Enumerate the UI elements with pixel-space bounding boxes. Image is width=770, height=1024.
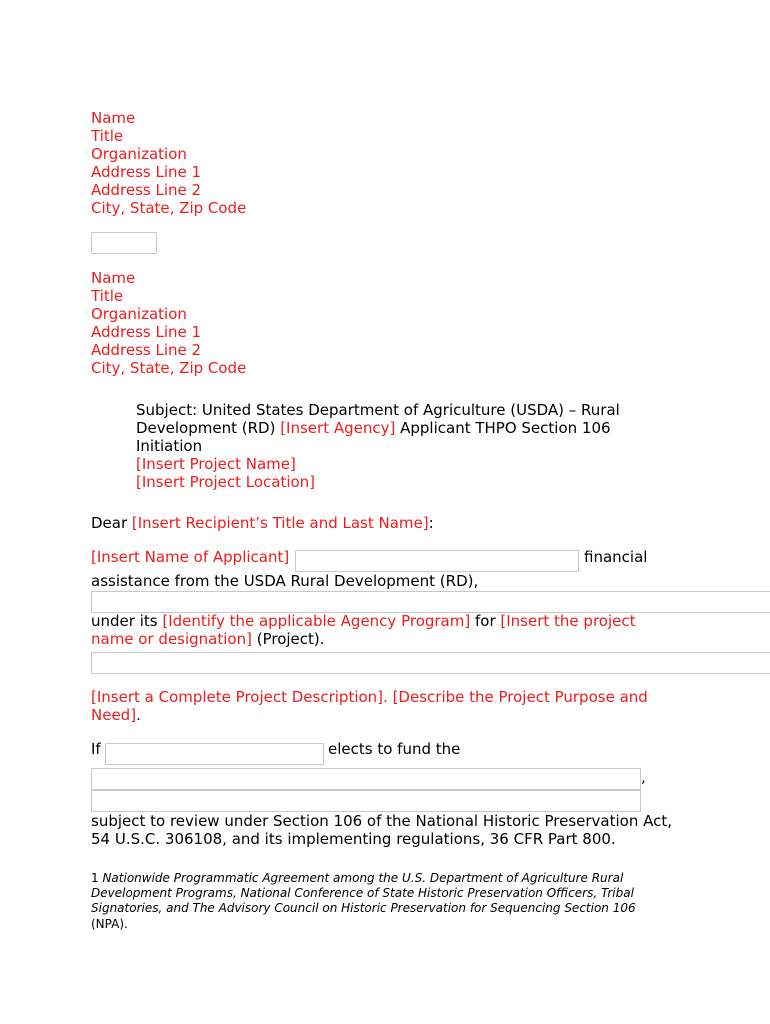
project-description-placeholder: [Insert a Complete Project Description]	[91, 688, 384, 706]
if-text: If	[91, 740, 101, 758]
subject-line-1: Subject: United States Department of Agriculture (USDA) – Rural	[136, 401, 620, 419]
financial-text: financial	[584, 548, 648, 566]
recipient-address-line-2: Address Line 2	[91, 341, 202, 359]
footnote-line-2	[91, 885, 634, 901]
subject-line-3: Initiation	[136, 437, 203, 455]
funding-agency-field[interactable]	[105, 743, 324, 765]
description-line	[91, 688, 648, 706]
footnote-number: 1	[91, 871, 103, 885]
sender-city-state-zip: City, State, Zip Code	[91, 199, 247, 217]
footnote-text-3: Signatories, and The Advisory Council on Historic Preservation for Sequencing Section 106	[91, 901, 636, 915]
footnote-text-2: Development Programs, National Conference of State Historic Preservation Officers, Tribal	[91, 886, 634, 900]
date-field[interactable]	[91, 232, 157, 254]
recipient-organization: Organization	[91, 305, 187, 323]
purpose-line	[91, 706, 141, 724]
salutation-suffix: :	[428, 514, 434, 532]
salutation-recipient: [Insert Recipient’s Title and Last Name]	[131, 514, 429, 532]
sender-name: Name	[91, 109, 136, 127]
salutation-prefix: Dear	[91, 514, 132, 532]
description-separator: .	[383, 688, 393, 706]
footnote-line-1	[91, 870, 623, 886]
agency-program-placeholder: [Identify the applicable Agency Program]	[162, 612, 471, 630]
subject-agency-placeholder: [Insert Agency]	[280, 419, 396, 437]
for-text: for	[470, 612, 501, 630]
review-line-1: subject to review under Section 106 of the National Historic Preservation Act,	[91, 812, 673, 830]
recipient-name: Name	[91, 269, 136, 287]
sender-address-line-1: Address Line 1	[91, 163, 202, 181]
assistance-text: assistance from the USDA Rural Development (RD),	[91, 572, 479, 590]
comma-text: ,	[641, 768, 646, 786]
sender-address-line-2: Address Line 2	[91, 181, 202, 199]
under-its-text: under its	[91, 612, 163, 630]
funded-project-field-2[interactable]	[91, 790, 641, 812]
project-designation-placeholder-b: name or designation]	[91, 630, 252, 648]
project-suffix: (Project).	[251, 630, 325, 648]
subject-project-location: [Insert Project Location]	[136, 473, 316, 491]
subject-project-name: [Insert Project Name]	[136, 455, 296, 473]
applicant-name-placeholder: [Insert Name of Applicant]	[91, 548, 290, 566]
purpose-period: .	[136, 706, 141, 724]
purpose-placeholder-b: Need]	[91, 706, 137, 724]
footnote-line-3	[91, 900, 636, 916]
sender-title: Title	[91, 127, 124, 145]
funded-project-field[interactable]	[91, 768, 641, 790]
purpose-placeholder-a: [Describe the Project Purpose and	[392, 688, 648, 706]
recipient-title: Title	[91, 287, 124, 305]
footnote-text-1: Nationwide Programmatic Agreement among the U.S. Department of Agriculture Rural	[102, 871, 624, 885]
applicant-request-field[interactable]	[295, 550, 579, 572]
footnote-line-4: (NPA).	[91, 917, 128, 931]
program-line	[91, 612, 635, 630]
project-detail-field[interactable]	[91, 652, 770, 674]
review-line-2: 54 U.S.C. 306108, and its implementing regulations, 36 CFR Part 800.	[91, 830, 616, 848]
elects-text: elects to fund the	[328, 740, 461, 758]
subject-line-2	[136, 419, 611, 437]
project-designation-placeholder-a: [Insert the project	[500, 612, 636, 630]
recipient-address-line-1: Address Line 1	[91, 323, 202, 341]
sender-organization: Organization	[91, 145, 187, 163]
salutation	[91, 514, 434, 532]
assistance-detail-field[interactable]	[91, 591, 770, 613]
subject-line-2-prefix: Development (RD)	[136, 419, 281, 437]
project-designation-line	[91, 630, 325, 648]
subject-line-2-suffix: Applicant THPO Section 106	[395, 419, 611, 437]
recipient-city-state-zip: City, State, Zip Code	[91, 359, 247, 377]
